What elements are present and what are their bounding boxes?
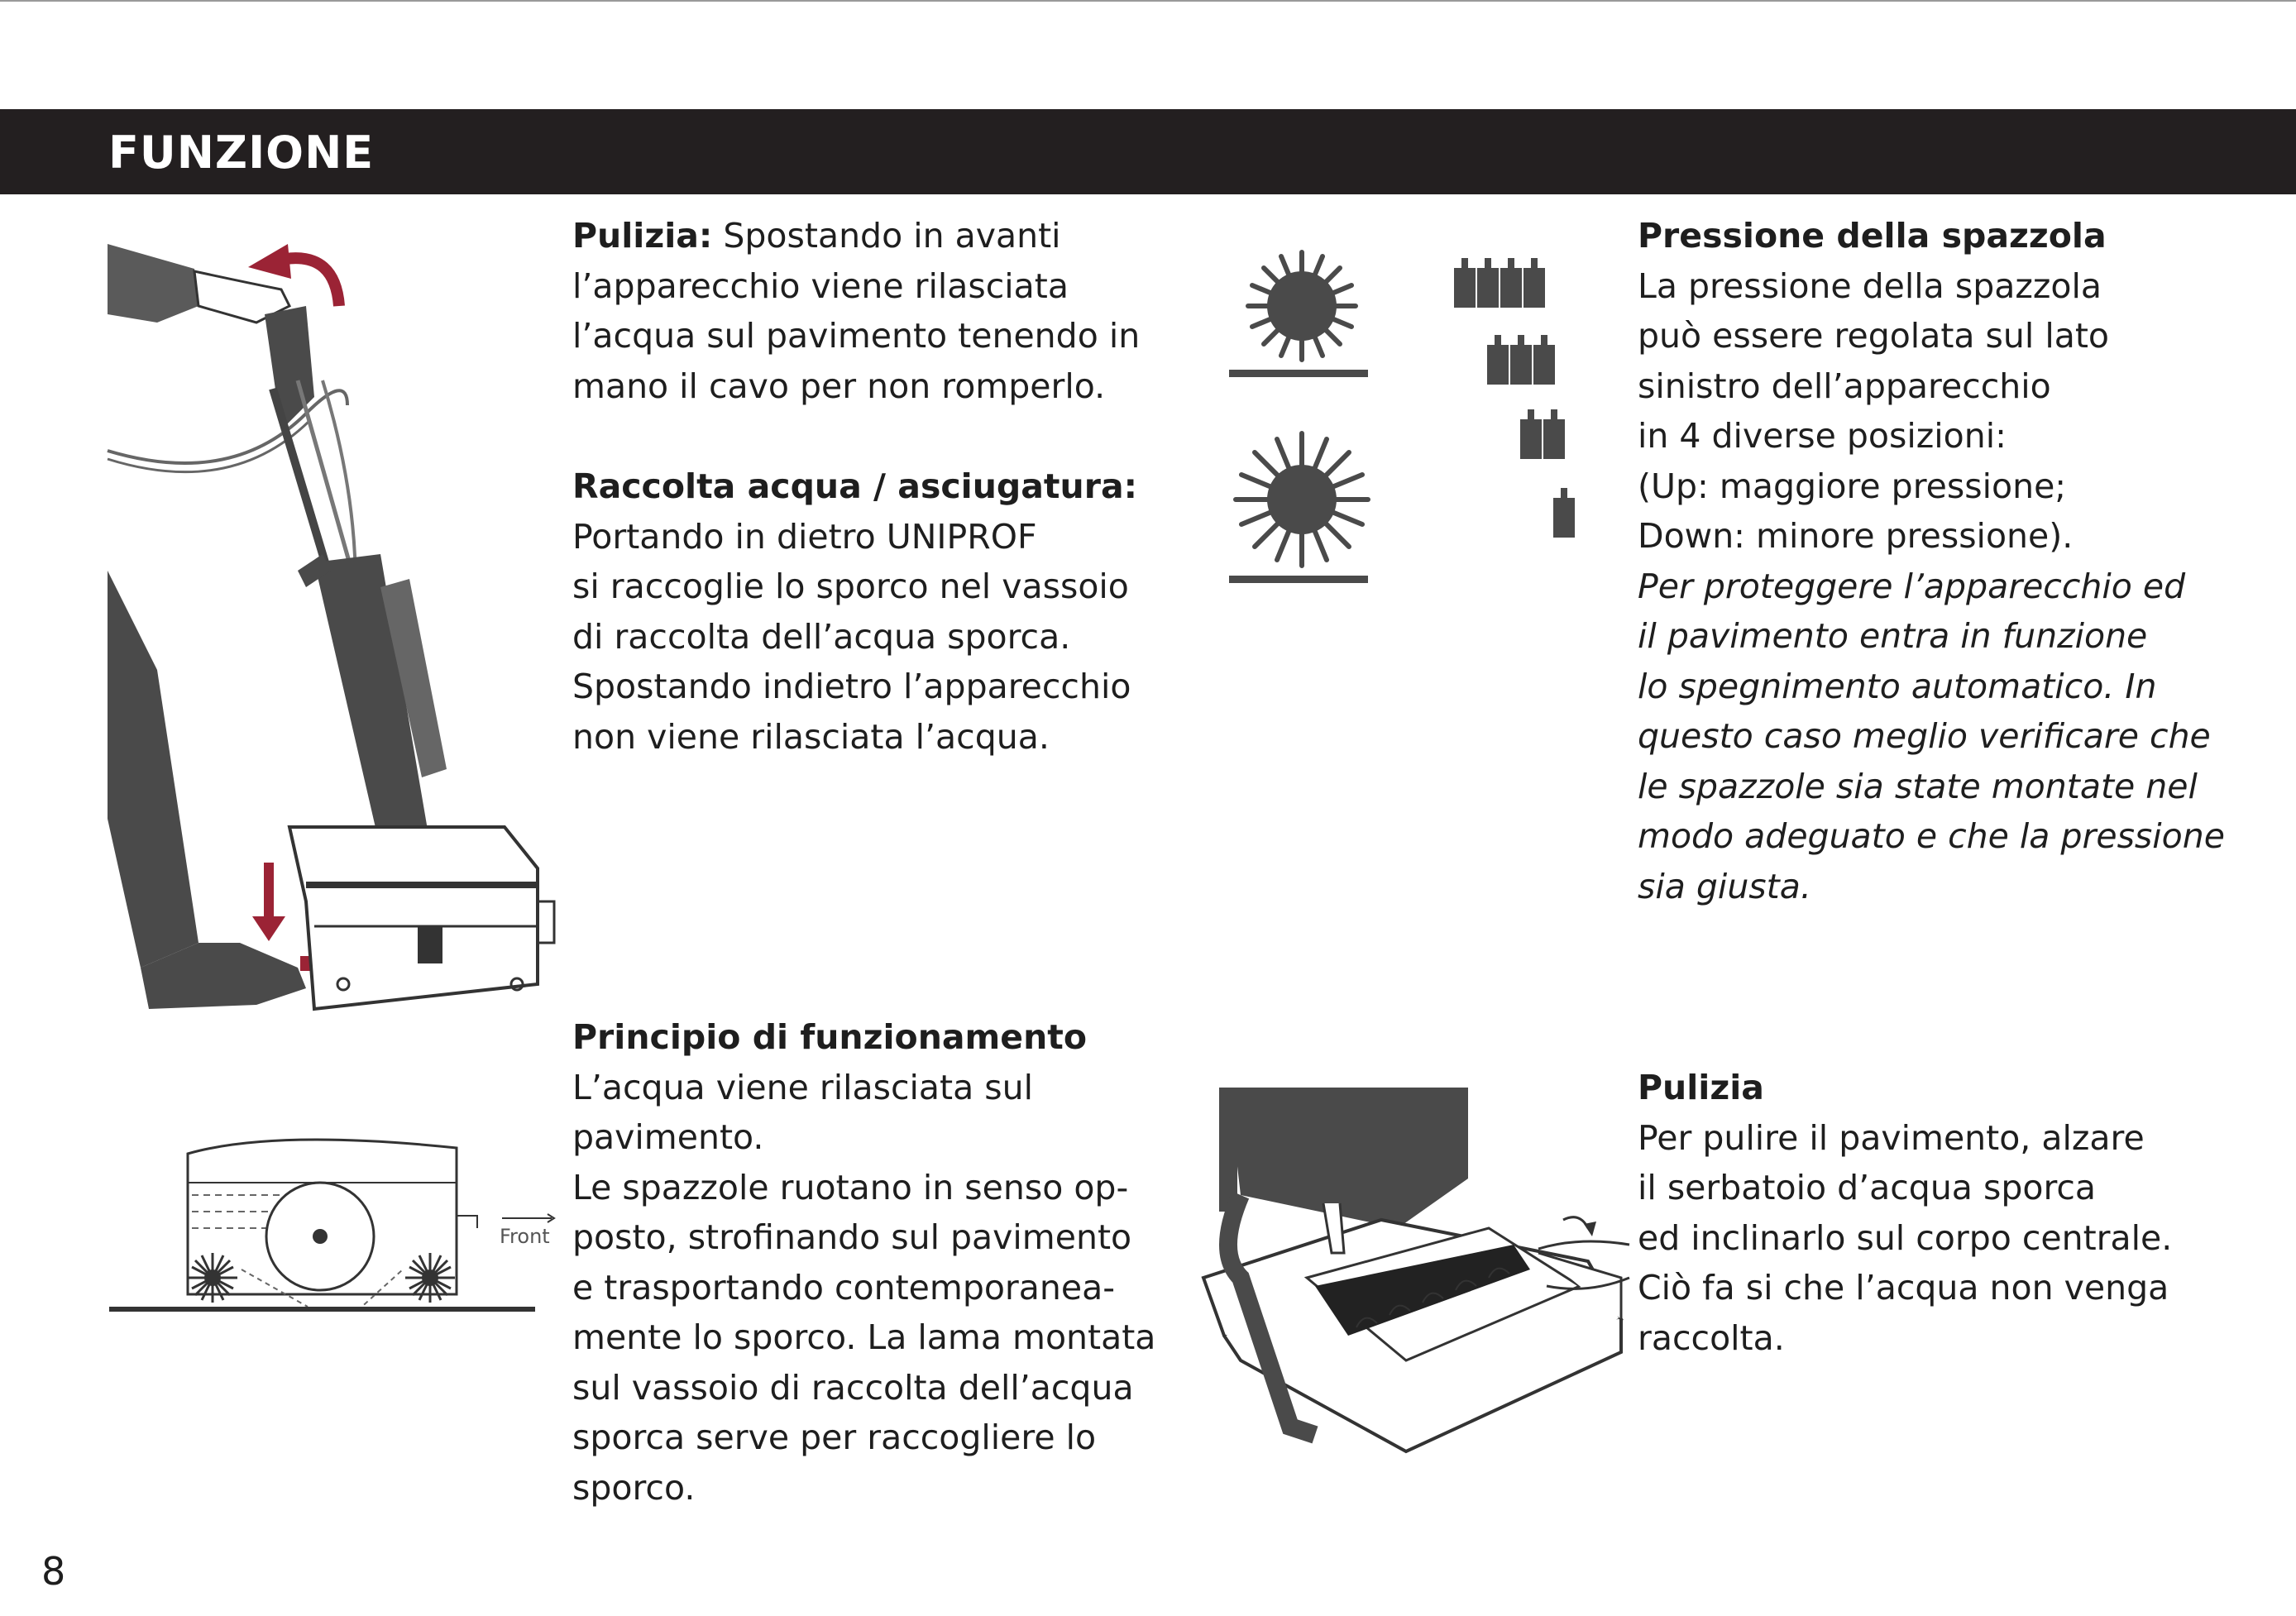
page-number: 8: [41, 1549, 66, 1594]
text-line: Spostando indietro l’apparecchio: [572, 667, 1131, 706]
brush-icon: [1227, 240, 1376, 380]
principio-heading: Principio di funzionamento: [572, 1017, 1088, 1057]
text-line: in 4 diverse posizioni:: [1638, 416, 2007, 456]
pressione-block: [1638, 211, 2266, 911]
text-line: l’apparecchio viene rilasciata: [572, 265, 1069, 306]
text-line: raccolta.: [1638, 1317, 1785, 1358]
text-line: Per pulire il pavimento, alzare: [1638, 1117, 2145, 1158]
text-line: sinistro dell’apparecchio: [1638, 366, 2051, 406]
text-line: si raccoglie lo sporco nel vassoio: [572, 567, 1129, 606]
pressure-weight-icon: [1520, 409, 1565, 459]
text-line: Le spazzole ruotano in senso op-: [572, 1167, 1129, 1207]
text-line: sul vassoio di raccolta dell’acqua: [572, 1367, 1134, 1408]
text-line: di raccolta dell’acqua sporca.: [572, 616, 1071, 657]
text-line: Ciò fa si che l’acqua non venga: [1638, 1268, 2169, 1308]
text-line: mano il cavo per non romperlo.: [572, 366, 1106, 406]
text-line: pavimento.: [572, 1117, 764, 1157]
italic-line: il pavimento entra in funzione: [1638, 616, 2148, 656]
tank-tilt-illustration: [1191, 1088, 1638, 1485]
pressure-weight-icon: [1553, 488, 1575, 538]
italic-line: Per proteggere l’apparecchio ed: [1638, 566, 2186, 606]
text-line: (Up: maggiore pressione;: [1638, 466, 2067, 506]
pressure-weight-icon: [1487, 335, 1555, 385]
rotate-arrow-icon: [240, 244, 347, 310]
down-arrow-icon: [252, 863, 285, 945]
top-rule: [0, 0, 2296, 2]
principio-block: [572, 1012, 1168, 1513]
text-line: posto, strofinando sul pavimento: [572, 1217, 1132, 1257]
italic-line: sia giusta.: [1638, 866, 1811, 906]
text-line: Portando in dietro UNIPROF: [572, 516, 1037, 557]
raccolta-block: [572, 461, 1151, 762]
brush-icon: [1227, 425, 1376, 586]
text-line: La pressione della spazzola: [1638, 265, 2102, 306]
pulizia-tank-heading: Pulizia: [1638, 1068, 1764, 1107]
text-line: può essere regolata sul lato: [1638, 316, 2109, 356]
italic-line: le spazzole sia state montate nel: [1638, 766, 2198, 806]
raccolta-heading: Raccolta acqua / asciugatura:: [572, 466, 1138, 506]
text-line: il serbatoio d’acqua sporca: [1638, 1168, 2097, 1207]
italic-line: questo caso meglio verificare che: [1638, 716, 2211, 756]
text-line: sporco.: [572, 1467, 696, 1508]
text-line: non viene rilasciata l’acqua.: [572, 716, 1050, 757]
text-line: ed inclinarlo sul corpo centrale.: [1638, 1217, 2173, 1258]
pulizia-move-block: [572, 211, 1151, 411]
text-line: Down: minore pressione).: [1638, 516, 2074, 556]
text-line: Spostando in avanti: [723, 216, 1061, 256]
front-label: Front: [500, 1225, 550, 1248]
text-line: mente lo sporco. La lama montata: [572, 1317, 1156, 1357]
section-title: FUNZIONE: [108, 127, 375, 179]
text-line: L’acqua viene rilasciata sul: [572, 1067, 1033, 1107]
pressure-weight-icon: [1454, 258, 1545, 308]
text-line: sporca serve per raccogliere lo: [572, 1418, 1097, 1457]
text-line: l’acqua sul pavimento tenendo in: [572, 316, 1141, 356]
pressione-heading: Pressione della spazzola: [1638, 216, 2107, 256]
pulizia-move-heading: Pulizia:: [572, 216, 713, 256]
pulizia-tank-block: [1638, 1063, 2266, 1363]
italic-line: modo adeguato e che la pressione: [1638, 816, 2225, 856]
italic-line: lo spegnimento automatico. In: [1638, 666, 2157, 706]
text-line: e trasportando contemporanea-: [572, 1267, 1116, 1308]
operator-illustration: [108, 240, 571, 1034]
